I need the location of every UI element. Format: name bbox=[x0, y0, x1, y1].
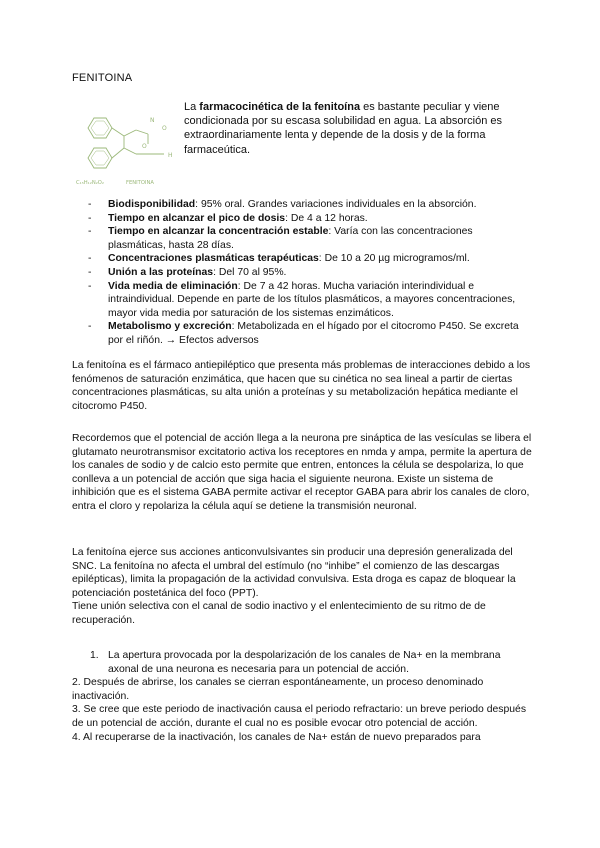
interactions-paragraph: La fenitoína es el fármaco antiepiléptico que presenta más problemas de interacciones debido a los fenómenos de saturación enzimática, que hacen que su cinética no sea lineal a partir de ciertas concentraciones plasmáticas, su alta unión a proteínas y su metabolización hepática mediante el citocromo P450. bbox=[72, 360, 531, 412]
pharmacokinetics-list bbox=[88, 198, 528, 348]
figure-label-left: C₁₅H₁₂N₂O₂ bbox=[76, 180, 104, 186]
numbered-item-3: 3. Se cree que este periodo de inactivación causa el periodo refractario: un breve periodo después de un potencial de acción, durante el cual no es posible evocar otro potencial de acción. bbox=[72, 704, 527, 729]
molecule-drawing bbox=[72, 104, 180, 188]
list-item: - Concentraciones plasmáticas terapéuticas: De 10 a 20 µg microgramos/ml. bbox=[88, 253, 470, 265]
svg-text:O: O bbox=[162, 125, 167, 132]
intro-bold-term: farmacocinética de la fenitoína bbox=[199, 101, 361, 113]
figure-label-right: FENITOINA bbox=[126, 180, 154, 186]
list-item: - Unión a las proteínas: Del 70 al 95%. bbox=[88, 266, 287, 278]
document-title: FENITOINA bbox=[72, 72, 133, 84]
list-item: - Tiempo en alcanzar el pico de dosis: De 4 a 12 horas. bbox=[88, 212, 368, 224]
list-item: - Tiempo en alcanzar la concentración estable: Varía con las concentraciones plasmáticas, hasta 28 días. bbox=[88, 226, 473, 251]
svg-text:O: O bbox=[142, 143, 147, 150]
anticonvulsant-paragraph: La fenitoína ejerce sus acciones anticonvulsivantes sin producir una depresión generalizada del SNC. La fenitoína no afecta el umbral del estímulo (no “inhibe” el comienzo de las descargas epilépticas), limita la propagación de la actividad convulsiva. Esta droga es capaz de bloquear la potenciación postetánica del foco (PPT). Tiene unión selectiva con el canal de sodio inactivo y el enlentecimiento de su ritmo de de recuperación. bbox=[72, 547, 516, 626]
action-potential-paragraph: Recordemos que el potencial de acción llega a la neurona pre sináptica de las vesículas se libera el glutamato neurotransmisor excitatorio activa los receptores en nmda y ampa, permite la apertura de los canales de sodio y de calcio esto permite que entren, entonces la célula se despolariza, lo que conlleva a un potencial de acción que siga hacia el siguiente neurona. Existe un sistema de inhibición que es el sistema GABA permite activar el receptor GABA para abrir los canales de cloro, entra el cloro y repolariza la célula aquí se detiene la transmisión neuronal. bbox=[72, 433, 532, 512]
svg-text:H: H bbox=[168, 152, 173, 159]
svg-text:N: N bbox=[150, 117, 155, 124]
list-item: - Vida media de eliminación: De 7 a 42 horas. Mucha variación interindividual e intraindividual. Depende en parte de los títulos plasmáticos, a mayores concentraciones, mayor vida media por saturación de los sistemas enzimáticos. bbox=[88, 280, 516, 319]
numbered-item-4: 4. Al recuperarse de la inactivación, los canales de Na+ están de nuevo preparados para bbox=[72, 731, 481, 743]
list-item: - Metabolismo y excreción: Metabolizada en el hígado por el citocromo P450. Se excreta por el riñón. → Efectos adversos bbox=[88, 321, 519, 346]
sodium-channel-steps bbox=[72, 649, 532, 744]
numbered-item-1: 1. La apertura provocada por la despolarización de los canales de Na+ en la membrana axonal de una neurona es necesaria para un potencial de acción. bbox=[90, 650, 501, 675]
phenytoin-structure-figure bbox=[72, 104, 180, 188]
numbered-item-2: 2. Después de abrirse, los canales se cierran espontáneamente, un proceso denominado inactivación. bbox=[72, 677, 484, 702]
list-item: - Biodisponibilidad: 95% oral. Grandes variaciones individuales en la absorción. bbox=[88, 199, 477, 210]
intro-paragraph: La farmacocinética de la fenitoína es bastante peculiar y viene condicionada por su escasa solubilidad en agua. La absorción es extraordinariamente lenta y depende de la dosis y de la forma farmaceútica. bbox=[184, 101, 502, 156]
